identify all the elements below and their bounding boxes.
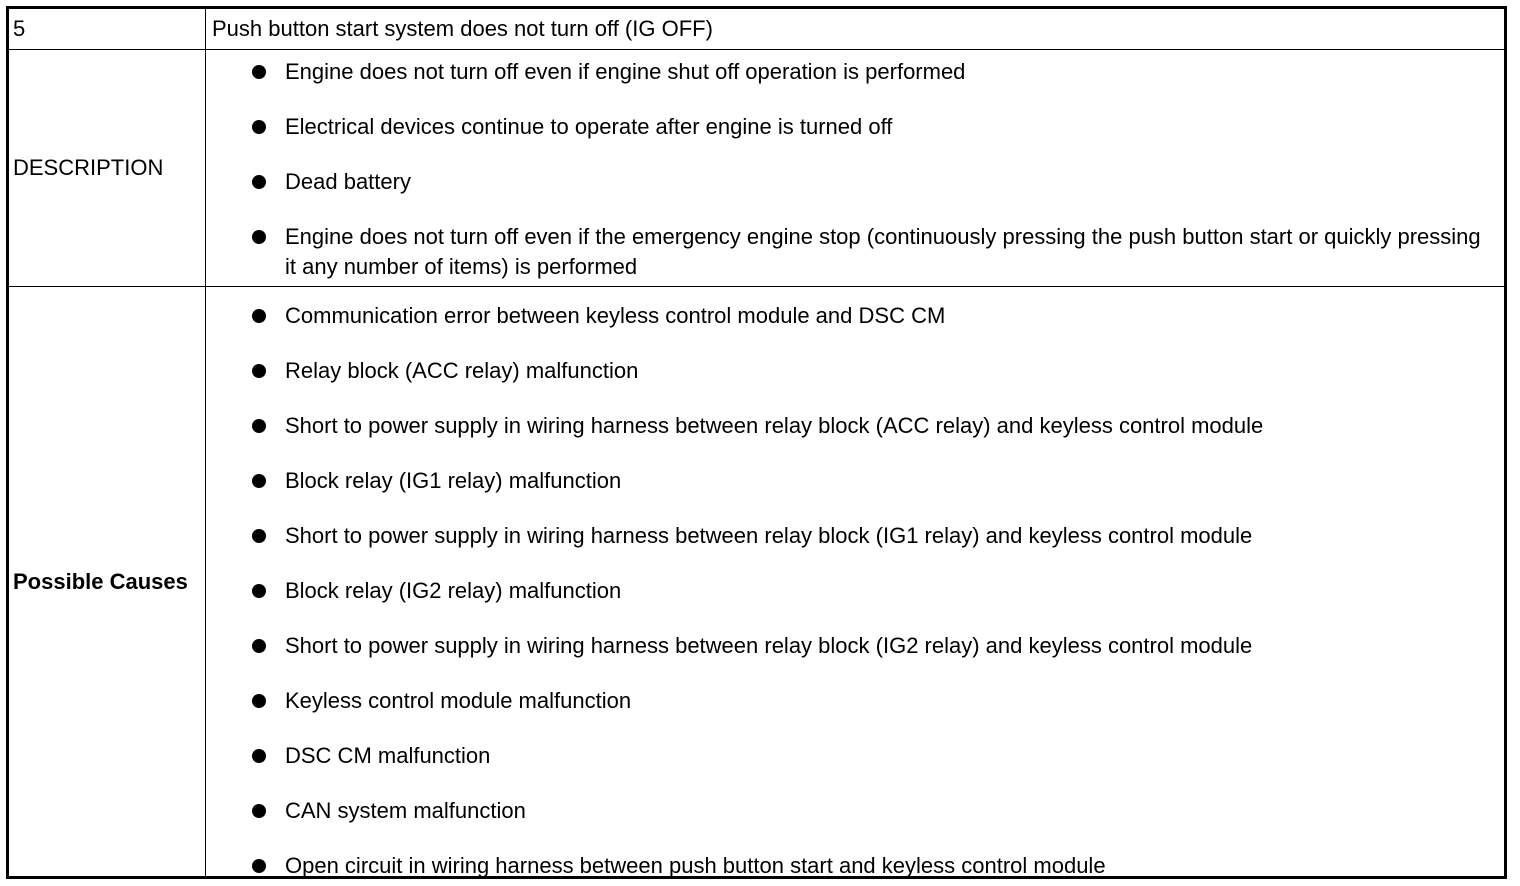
table-header-row [9, 9, 1504, 50]
list-item: Block relay (IG2 relay) malfunction [206, 576, 1504, 606]
possible-causes-label: Possible Causes [9, 287, 206, 876]
step-title: Push button start system does not turn off (IG OFF) [212, 16, 713, 41]
bullet-icon [252, 639, 266, 653]
list-item: Engine does not turn off even if the emergency engine stop (continuously pressing the push button start or quickly pressing it any number of items) is performed [206, 222, 1504, 282]
list-item: Communication error between keyless control module and DSC CM [206, 301, 1504, 331]
description-label: DESCRIPTION [9, 50, 206, 286]
bullet-icon [252, 309, 266, 323]
possible-causes-content [206, 287, 1504, 876]
list-item: Relay block (ACC relay) malfunction [206, 356, 1504, 386]
bullet-icon [252, 364, 266, 378]
bullet-icon [252, 584, 266, 598]
list-item: Short to power supply in wiring harness between relay block (ACC relay) and keyless control module [206, 411, 1504, 441]
list-item: Dead battery [206, 167, 1504, 197]
list-item: DSC CM malfunction [206, 741, 1504, 771]
list-item: Short to power supply in wiring harness between relay block (IG2 relay) and keyless control module [206, 631, 1504, 661]
bullet-icon [252, 804, 266, 818]
bullet-icon [252, 694, 266, 708]
list-item: Open circuit in wiring harness between push button start and keyless control module [206, 851, 1504, 881]
description-row [9, 50, 1504, 287]
step-number: 5 [9, 9, 206, 49]
bullet-icon [252, 120, 266, 134]
bullet-icon [252, 65, 266, 79]
list-item: Engine does not turn off even if engine shut off operation is performed [206, 57, 1504, 87]
bullet-icon [252, 749, 266, 763]
possible-causes-row [9, 287, 1504, 876]
description-list [206, 50, 1504, 282]
description-content [206, 50, 1504, 286]
list-item: Keyless control module malfunction [206, 686, 1504, 716]
bullet-icon [252, 419, 266, 433]
bullet-icon [252, 529, 266, 543]
list-item: Short to power supply in wiring harness between relay block (IG1 relay) and keyless control module [206, 521, 1504, 551]
list-item: Block relay (IG1 relay) malfunction [206, 466, 1504, 496]
bullet-icon [252, 859, 266, 873]
troubleshooting-table [6, 6, 1507, 879]
list-item: Electrical devices continue to operate after engine is turned off [206, 112, 1504, 142]
bullet-icon [252, 474, 266, 488]
list-item: CAN system malfunction [206, 796, 1504, 826]
bullet-icon [252, 230, 266, 244]
bullet-icon [252, 175, 266, 189]
causes-list [206, 287, 1504, 881]
